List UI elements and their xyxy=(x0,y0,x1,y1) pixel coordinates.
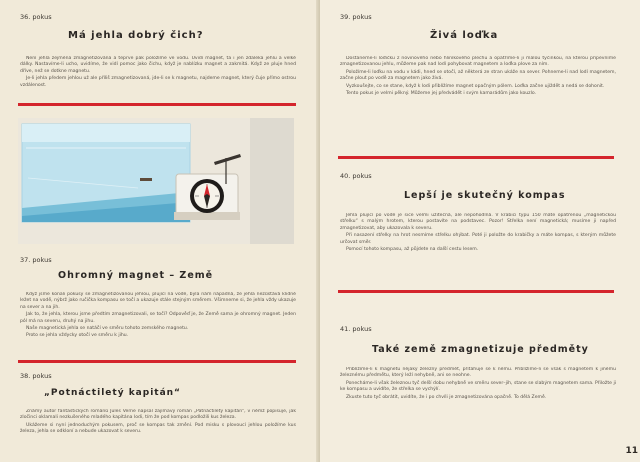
paragraph-block xyxy=(20,56,296,92)
experiment-number: 40. pokus xyxy=(340,172,372,180)
paragraph: Tento pokus je velmi pěkný. Můžeme jej předvádět i svým kamarádům jako kouzlo. xyxy=(346,91,537,97)
paragraph: Při nasazení střelky na hrot nesmíme střelku ohýbat. Poté ji položte do krabičky a máte kompas, s kterým můžete určovat směr. xyxy=(340,233,616,245)
magnet-compass-illustration xyxy=(18,118,294,244)
paragraph: Ukážeme si nyní jednoduchým pokusem, proč se kompas tak změní. Pod misku s plovoucí jehlou položíme kus železa, jehla se odkloní a nebude ukazovat k severu. xyxy=(20,422,296,435)
paragraph-block xyxy=(340,213,616,263)
paragraph-block xyxy=(340,56,616,142)
paragraph: Ponecháme-li však železnou tyč delší dobu nehybně ve směru sever–jih, stane se slabým magnetem sama. Přiložte ji ke kompasu a uvidíte, že střelka se vychýlí. xyxy=(340,380,616,393)
illustration-art xyxy=(18,118,294,244)
page-number: 11 xyxy=(625,446,638,456)
red-divider xyxy=(338,290,614,293)
experiment-number: 39. pokus xyxy=(340,13,372,21)
experiment-number: 37. pokus xyxy=(20,256,52,264)
section-title: Ohromný magnet – Země xyxy=(58,270,214,281)
section-title: Lepší je skutečný kompas xyxy=(404,190,566,201)
experiment-number: 38. pokus xyxy=(20,372,52,380)
red-divider xyxy=(338,156,614,159)
paragraph: Když jsme konali pokusy se zmagnetizovanou jehlou, plující na vodě, byla nám nápadná, že jehla nezůstává klidně ležet na vodě, nýbrž jako ručička kompasu se točí a ukazuje stále stejným směrem. Všimneme si, že jehla vždy ukazuje na sever a na jih. xyxy=(20,292,296,310)
paragraph: Naše magnetická jehla se natáčí ve směru tohoto zemského magnetu. xyxy=(26,326,189,332)
section-title: Živá loďka xyxy=(430,30,499,41)
paragraph: Není jehla zejména zmagnetizována a teprve pak položíme ve vodu. Uvidí magnet, ta i jen zdaleka jehlu a velké dálky. Nastavíme-li ucho, uvidíme, že vidí pomoc jako čichu, když je nablízku magnet a zakmitá. Když ze pluje hned dříve, než se dotkne magnetu. xyxy=(20,56,296,74)
red-divider xyxy=(18,103,296,106)
paragraph: Jak to, že jehla, kterou jsme předtím zmagnetizovali, se točí? Odpověď je, že Země sama je ohromný magnet. Jeden pól má na severu, druhý na jihu. xyxy=(20,312,296,324)
experiment-number: 36. pokus xyxy=(20,13,52,21)
experiment-number: 41. pokus xyxy=(340,325,372,333)
paragraph-block xyxy=(340,367,616,415)
paragraph: Proto se jehla vždycky otočí ve směru k jihu. xyxy=(26,333,129,339)
paragraph-block xyxy=(20,292,296,350)
paragraph: Zkuste tuto tyč obrátit, uvidíte, že i po chvíli je zmagnetizována opačně. To dělá Země. xyxy=(346,394,547,400)
paragraph: Dostaneme-li loďičku z novinového nebo hliníkového plechu a opatříme-li ji malou tyčinkou, na kterou připevníme zmagnetizovanou jehlu, můžeme pak nad lodí pohybovat magnetem a loďka plove za ním. xyxy=(340,56,616,68)
paragraph: Známý autor fantastických románů Jules Verne napsal zajímavý román „Patnáctiletý kapitán“, v němž popisuje, jak zločinci oklamali nezkušeného mladého kapitána lodi, tím že pod kompas podložili kus železa. xyxy=(20,409,296,421)
paragraph-block xyxy=(20,409,296,453)
right-page xyxy=(320,0,640,462)
red-divider xyxy=(18,360,296,363)
section-title: „Potnáctiletý kapitán“ xyxy=(44,388,181,398)
paragraph: Pomocí tohoto kompasu, až půjdete na další cestu lesem. xyxy=(346,247,479,253)
section-title: Má jehla dobrý čich? xyxy=(68,30,204,41)
section-title: Také země zmagnetizuje předměty xyxy=(372,344,589,355)
paragraph: Položíme-li loďku na vodu v kádi, hned se otočí, až některá ze stran ukáže na sever. Pohneme-li nad lodí magnetem, začne plout po vodě za magnetem jako živá. xyxy=(340,69,616,82)
paragraph: Jehla plující po vodě je sice velmi užitečná, ale nepohodlná. V krabici typu 150 máte opatřenou „magnetickou střelku“ s malým hrotem, kterou postavíte na podstavec. Pozor! Střelka není magnetická; musíme ji napřed zmagnetizovat, aby ukazovala k severu. xyxy=(340,213,616,231)
paragraph: Je-li jehla předem jehlou už ale příliš zmagnetizovaná, jde-li se k magnetu, najdeme magnet, který čuje přímo ostrou vzdálenost. xyxy=(20,76,296,88)
paragraph: Vyzkoušejte, co se stane, když k lodi přiblížíme magnet opačným pólem. Loďka začne ujíždět a nedá se dohonit. xyxy=(346,83,605,89)
paragraph: Přiblížíme-li k magnetu nějaký železný předmět, přitahuje se k němu. Přiblížíme-li se však s magnetem k jinému železnému předmětu, který leží nehybně, ani se neohne. xyxy=(340,367,616,379)
